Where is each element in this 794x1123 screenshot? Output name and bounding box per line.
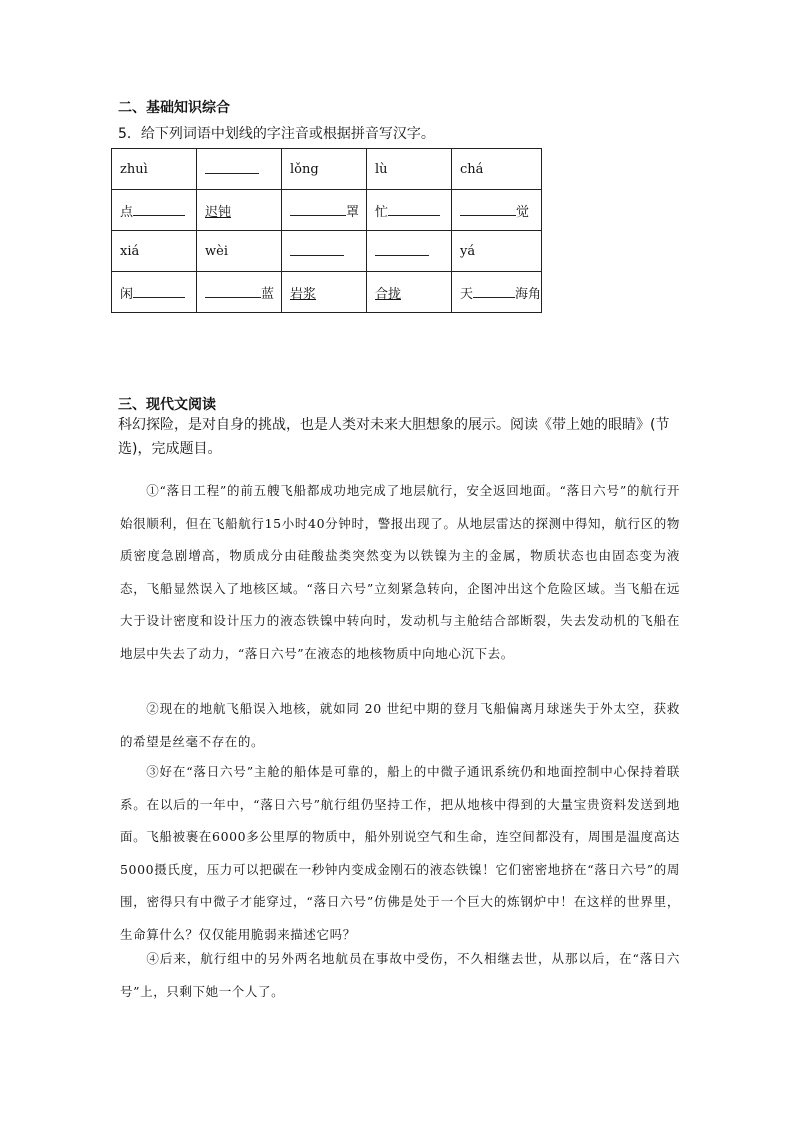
table-cell: xiá <box>112 231 197 272</box>
answer-blank[interactable] <box>133 203 185 216</box>
table-cell: 合拢 <box>367 272 452 313</box>
paragraph-4: ④后来，航行组中的另外两名地航员在事故中受伤，不久相继去世，从那以后，在“落日六号”上，只剩下她一个人了。 <box>120 951 680 999</box>
table-cell: 天 海角 <box>452 272 542 313</box>
table-cell: wèi <box>197 231 282 272</box>
section2-title: 二、基础知识综合 <box>118 100 230 116</box>
answer-blank[interactable] <box>133 285 185 298</box>
table-row <box>112 272 542 313</box>
paragraph-3: ③好在“落日六号”主舱的船体是可靠的，船上的中微子通讯系统仍和地面控制中心保持着联系。在以后的一年中，“落日六号”航行组仍坚持工作，把从地核中得到的大量宝贵资料发送到地面。飞船被裹在6000多公里厚的物质中，船外别说空气和生命，连空间都没有，周围是温度高达5000摄氏度，压力可以把碳在一秒钟内变成金刚石的液态铁镍！它们密密地挤在“落日六号”的周围，密得只有中微子才能穿过，“落日六号”仿佛是处于一个巨大的炼钢炉中！在这样的世界里，生命算什么？仅仅能用脆弱来描述它吗？ <box>120 764 680 942</box>
table-cell: 迟钝 <box>197 190 282 231</box>
section3-title: 三、现代文阅读 <box>118 397 216 413</box>
table-row <box>112 149 542 190</box>
answer-blank[interactable] <box>290 203 346 216</box>
table-cell: lǒng <box>282 149 367 190</box>
table-cell: 点 <box>112 190 197 231</box>
table-cell: zhuì <box>112 149 197 190</box>
table-cell: yá <box>452 231 542 272</box>
table-cell <box>282 231 367 272</box>
question-5: 5．给下列词语中划线的字注音或根据拼音写汉字。 <box>118 126 435 142</box>
pinyin-table <box>111 148 542 313</box>
table-cell: 岩浆 <box>282 272 367 313</box>
table-cell: 蓝 <box>197 272 282 313</box>
answer-blank[interactable] <box>388 203 440 216</box>
table-cell: chá <box>452 149 542 190</box>
table-cell: 觉 <box>452 190 542 231</box>
table-cell <box>197 149 282 190</box>
reading-intro: 科幻探险，是对自身的挑战，也是人类对未来大胆想象的展示。阅读《带上她的眼睛》(节选)，完成题目。 <box>118 417 670 457</box>
answer-blank[interactable] <box>473 285 515 298</box>
table-cell: 闲 <box>112 272 197 313</box>
answer-blank[interactable] <box>205 161 259 174</box>
table-row <box>112 231 542 272</box>
table-cell: 忙 <box>367 190 452 231</box>
paragraph-2: ②现在的地航飞船误入地核，就如同 20 世纪中期的登月飞船偏离月球迷失于外太空，获救的希望是丝毫不存在的。 <box>120 701 680 749</box>
answer-blank[interactable] <box>375 243 429 256</box>
table-cell: lù <box>367 149 452 190</box>
paragraph-1: ①“落日工程”的前五艘飞船都成功地完成了地层航行，安全返回地面。“落日六号”的航行开始很顺利，但在飞船航行15小时40分钟时，警报出现了。从地层雷达的探测中得知，航行区的物质密度急剧增高，物质成分由硅酸盐类突然变为以铁镍为主的金属，物质状态也由固态变为液态，飞船显然误入了地核区域。“落日六号”立刻紧急转向，企图冲出这个危险区域。当飞船在远大于设计密度和设计压力的液态铁镍中转向时，发动机与主舱结合部断裂，失去发动机的飞船在地层中失去了动力，“落日六号”在液态的地核物质中向地心沉下去。 <box>120 483 680 661</box>
table-cell <box>367 231 452 272</box>
answer-blank[interactable] <box>290 243 344 256</box>
table-cell: 罩 <box>282 190 367 231</box>
answer-blank[interactable] <box>460 203 516 216</box>
table-row <box>112 190 542 231</box>
answer-blank[interactable] <box>205 285 261 298</box>
